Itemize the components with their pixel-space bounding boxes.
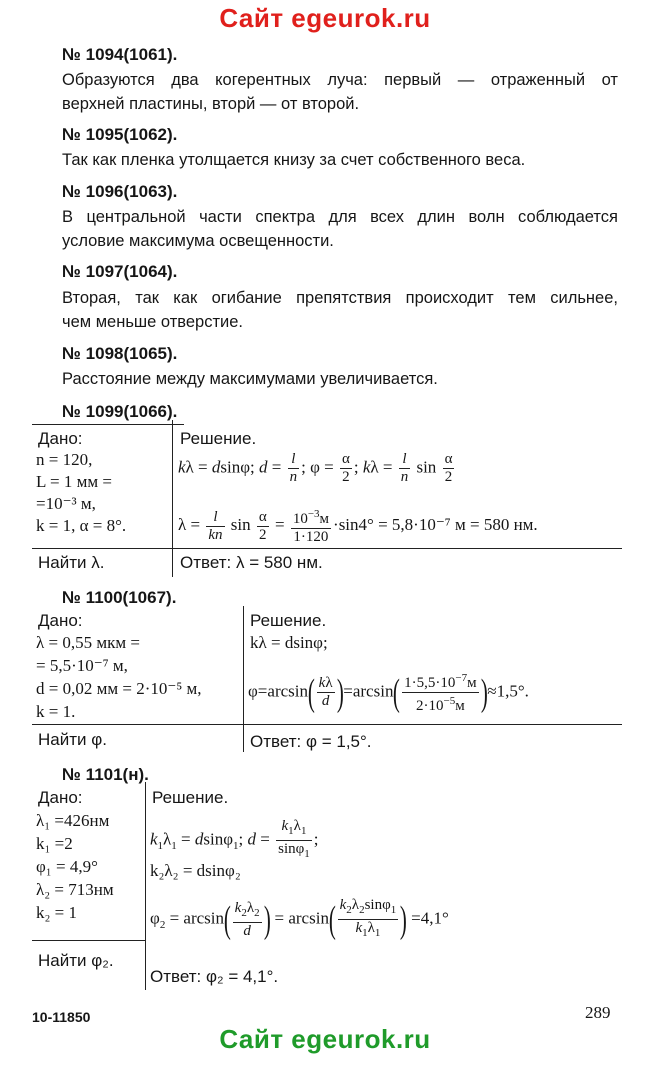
find-label: Найти λ. xyxy=(38,553,105,572)
given-line: L = 1 мм = xyxy=(36,472,112,491)
problem-1095-text xyxy=(62,148,618,172)
answer: Ответ: φ = 1,5°. xyxy=(250,732,372,751)
problem-1096-title: № 1096(1063). xyxy=(62,182,178,201)
given-line: k = 1. xyxy=(36,702,76,721)
given-line: k₂ = 1 xyxy=(36,903,78,922)
solution-label: Решение. xyxy=(180,429,257,448)
given-line: λ = 0,55 мкм = xyxy=(36,633,140,652)
text-line: условие максимума освещенности. xyxy=(62,232,334,250)
given-label: Дано: xyxy=(38,429,83,448)
page-number: 289 xyxy=(585,1003,611,1022)
problem-1097-text xyxy=(62,286,618,334)
table-divider xyxy=(243,606,244,752)
problem-1097-title: № 1097(1064). xyxy=(62,262,178,281)
problem-1101-title: № 1101(н). xyxy=(62,765,149,784)
given-line: λ₂ = 713нм xyxy=(36,880,114,899)
find-label: Найти φ. xyxy=(38,730,107,749)
given-line: φ₁ = 4,9° xyxy=(36,857,98,876)
text-line: Образуются два когерентных луча: первый — отраженный от xyxy=(62,71,618,89)
watermark-bottom: Сайт egeurok.ru xyxy=(219,1024,431,1054)
find-rule xyxy=(32,940,145,941)
formula-line: k₂λ₂ = dsinφ₂ xyxy=(150,861,241,880)
solution-label: Решение. xyxy=(250,611,327,630)
formula-result: φ=arcsin( $\frac{k\lambda}{d}$ )=arcsin( $\frac{1\cdot 5,5\cdot 10^{-7}м}{2\cdot 10^{-5}м}$ )≈1,5°. xyxy=(248,671,529,714)
problem-1099-title: № 1099(1066). xyxy=(62,402,178,421)
text-line: верхней пластины, вторй — от второй. xyxy=(62,95,360,113)
text-line: В центральной части спектра для всех длин волн соблюдается xyxy=(62,208,618,226)
formula-line: kλ = dsinφ; d = $\frac{l}{n}$ ; φ = $\frac{\alpha}{2}$ ; kλ = $\frac{l}{n}$ sin $\frac{\alpha}{2}$ xyxy=(178,451,453,485)
result-text: ·sin4° = 5,8·10⁻⁷ м = 580 нм. xyxy=(333,514,538,534)
formula-line: kλ = dsinφ; xyxy=(250,633,328,652)
given-line: = 5,5·10⁻⁷ м, xyxy=(36,656,128,675)
given-label: Дано: xyxy=(38,788,83,807)
given-line: =10⁻³ м, xyxy=(36,494,96,513)
problem-1094-title: № 1094(1061). xyxy=(62,45,178,64)
text-line: Расстояние между максимумами увеличивается. xyxy=(62,370,438,388)
find-rule xyxy=(32,548,622,549)
watermark-top: Сайт egeurok.ru xyxy=(219,3,431,33)
table-top-rule xyxy=(32,424,184,425)
find-label: Найти φ₂. xyxy=(38,951,114,970)
problem-1096-text xyxy=(62,205,618,253)
given-line: λ₁ =426нм xyxy=(36,811,110,830)
problem-1100-title: № 1100(1067). xyxy=(62,588,177,607)
answer: Ответ: φ₂ = 4,1°. xyxy=(150,967,279,986)
formula-result: $\varphi_2 = \arcsin$( $\frac{k_2\lambda_2}{d}$ ) = arcsin( $\frac{k_2\lambda_2\sin\varphi_1}{k_1\lambda_1}$ ) =4,1° xyxy=(150,897,449,941)
answer: Ответ: λ = 580 нм. xyxy=(180,553,323,572)
table-divider xyxy=(172,420,173,577)
result-text: ≈1,5°. xyxy=(487,681,529,701)
formula-line: $k_1\lambda_1 = dsin\varphi_1$; d = $\frac{k_1\lambda_1}{\sin\varphi_1}$ ; xyxy=(150,818,319,860)
problem-1094-text xyxy=(62,68,618,116)
given-line: d = 0,02 мм = 2·10⁻⁵ м, xyxy=(36,679,202,698)
formula-result: λ = $\frac{l}{kn}$ sin $\frac{\alpha}{2}$ = $\frac{10^{-3}м}{1\cdot 120}$ ·sin4° = 5,8·10⁻⁷ м = 580 нм. xyxy=(178,508,538,545)
problem-1098-text xyxy=(62,367,618,391)
given-line: k = 1, α = 8°. xyxy=(36,516,127,535)
problem-1098-title: № 1098(1065). xyxy=(62,344,178,363)
footer-code: 10-11850 xyxy=(32,1009,91,1025)
find-rule xyxy=(32,724,622,725)
text-line: чем меньше отверстие. xyxy=(62,313,244,331)
text-line: Вторая, так как огибание препятствия происходит тем сильнее, xyxy=(62,289,618,307)
given-line: n = 120, xyxy=(36,450,93,469)
text-line: Так как пленка утолщается книзу за счет собственного веса. xyxy=(62,151,526,169)
problem-1095-title: № 1095(1062). xyxy=(62,125,178,144)
table-divider xyxy=(145,782,146,990)
solution-label: Решение. xyxy=(152,788,229,807)
given-line: k₁ =2 xyxy=(36,834,73,853)
given-label: Дано: xyxy=(38,611,83,630)
result-text: =4,1° xyxy=(411,908,449,928)
